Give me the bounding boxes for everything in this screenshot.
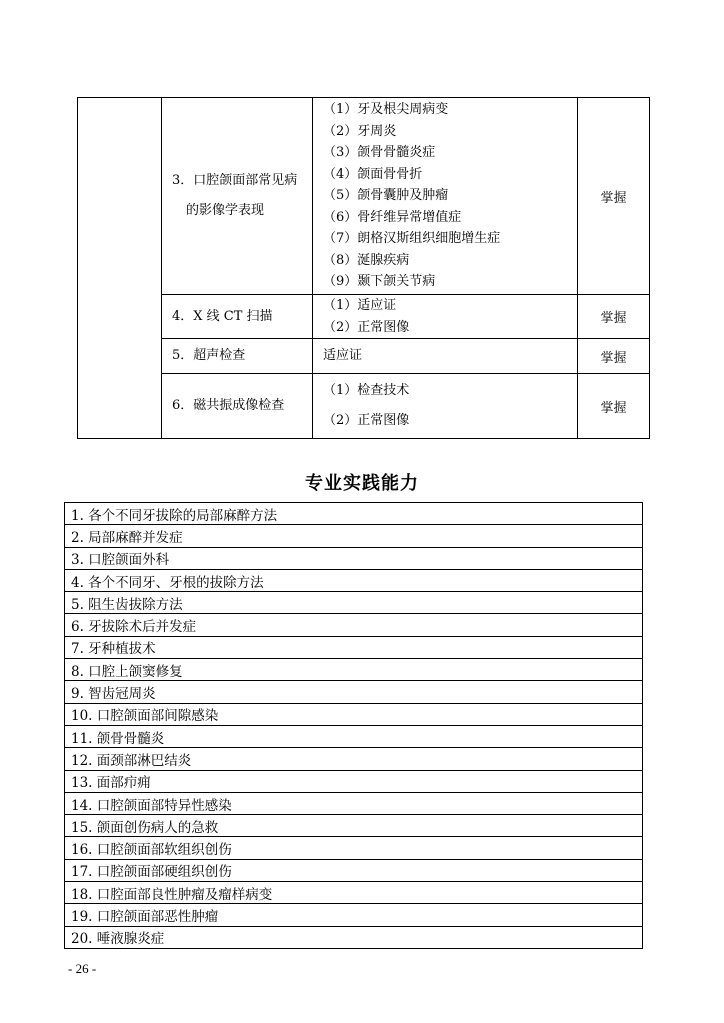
topic-line: 的影像学表现 [186, 203, 265, 218]
table-row [78, 374, 650, 439]
subtopic-item: （1）检查技术 [323, 383, 410, 398]
subtopic-cell [313, 98, 578, 295]
table-row [65, 569, 643, 591]
table-row [78, 295, 650, 339]
table-row [65, 859, 643, 881]
topic-line: 4．X 线 CT 扫描 [172, 308, 273, 324]
table-row [65, 659, 643, 681]
table-row [65, 882, 643, 904]
practice-item: 10. 口腔颌面部间隙感染 [65, 703, 643, 725]
practice-item: 16. 口腔颌面部软组织创伤 [65, 837, 643, 859]
topic-cell [162, 295, 313, 339]
exam-syllabus-table [77, 97, 650, 439]
table-row [65, 592, 643, 614]
table-row [65, 748, 643, 770]
table-row [65, 770, 643, 792]
requirement-cell: 掌握 [578, 374, 650, 439]
subtopic-item: （5）颌骨囊肿及肿瘤 [323, 188, 449, 204]
section-title: 专业实践能力 [305, 473, 419, 494]
practice-item: 11. 颌骨骨髓炎 [65, 725, 643, 747]
requirement-cell: 掌握 [578, 98, 650, 295]
table-row [65, 904, 643, 926]
subtopic-item: （2）正常图像 [323, 319, 410, 335]
subtopic-item: 适应证 [323, 348, 363, 364]
subtopic-item: （8）涎腺疾病 [323, 252, 410, 268]
practice-item: 15. 颌面创伤病人的急救 [65, 815, 643, 837]
practice-item: 12. 面颈部淋巴结炎 [65, 748, 643, 770]
table-row [65, 636, 643, 658]
table-row [65, 703, 643, 725]
subtopic-cell [313, 339, 578, 374]
subtopic-item: （2）牙周炎 [323, 123, 397, 139]
subtopic-item: （2）正常图像 [323, 413, 410, 428]
practice-item: 19. 口腔颌面部恶性肿瘤 [65, 904, 643, 926]
table-row [78, 98, 650, 295]
table-row [65, 792, 643, 814]
table-row [65, 525, 643, 547]
practice-item: 9. 智齿冠周炎 [65, 681, 643, 703]
page-number: - 26 - [68, 961, 97, 976]
subtopic-item: （3）颌骨骨髓炎症 [323, 145, 436, 161]
subtopic-cell [313, 295, 578, 339]
table-row [65, 725, 643, 747]
subtopic-item: （1）牙及根尖周病变 [323, 102, 449, 118]
practice-item: 1. 各个不同牙拔除的局部麻醉方法 [65, 503, 643, 525]
subtopic-item: （4）颌面骨骨折 [323, 166, 423, 182]
practice-skills-table [64, 502, 643, 949]
practice-item: 20. 唾液腺炎症 [65, 926, 643, 948]
table-row [78, 339, 650, 374]
table-row [65, 926, 643, 948]
practice-item: 18. 口腔面部良性肿瘤及瘤样病变 [65, 882, 643, 904]
practice-item: 13. 面部疖痈 [65, 770, 643, 792]
topic-line: 5．超声检查 [172, 348, 246, 363]
table-row [65, 837, 643, 859]
topic-cell [162, 98, 313, 295]
practice-item: 6. 牙拔除术后并发症 [65, 614, 643, 636]
practice-item: 5. 阻生齿拔除方法 [65, 592, 643, 614]
subtopic-item: （7）朗格汉斯组织细胞增生症 [323, 231, 501, 247]
requirement-cell: 掌握 [578, 339, 650, 374]
subtopic-cell [313, 374, 578, 439]
practice-item: 7. 牙种植拔术 [65, 636, 643, 658]
subtopic-item: （1）适应证 [323, 298, 397, 313]
practice-item: 4. 各个不同牙、牙根的拔除方法 [65, 569, 643, 591]
practice-item: 2. 局部麻醉并发症 [65, 525, 643, 547]
table-row [65, 503, 643, 525]
topic-line: 6．磁共振成像检查 [172, 398, 285, 413]
topic-cell [162, 339, 313, 374]
practice-item: 8. 口腔上颌窦修复 [65, 659, 643, 681]
practice-item: 3. 口腔颌面外科 [65, 547, 643, 569]
topic-line: 3．口腔颌面部常见病 [172, 173, 298, 188]
topic-cell [162, 374, 313, 439]
practice-item: 14. 口腔颌面部特异性感染 [65, 792, 643, 814]
table-row [65, 547, 643, 569]
subtopic-item: （9）颞下颌关节病 [323, 274, 436, 290]
table-row [65, 681, 643, 703]
subtopic-item: （6）骨纤维异常增值症 [323, 209, 462, 225]
practice-item: 17. 口腔颌面部硬组织创伤 [65, 859, 643, 881]
table-row [65, 614, 643, 636]
requirement-cell: 掌握 [578, 295, 650, 339]
unit-cell-empty [78, 98, 162, 439]
table-row [65, 815, 643, 837]
